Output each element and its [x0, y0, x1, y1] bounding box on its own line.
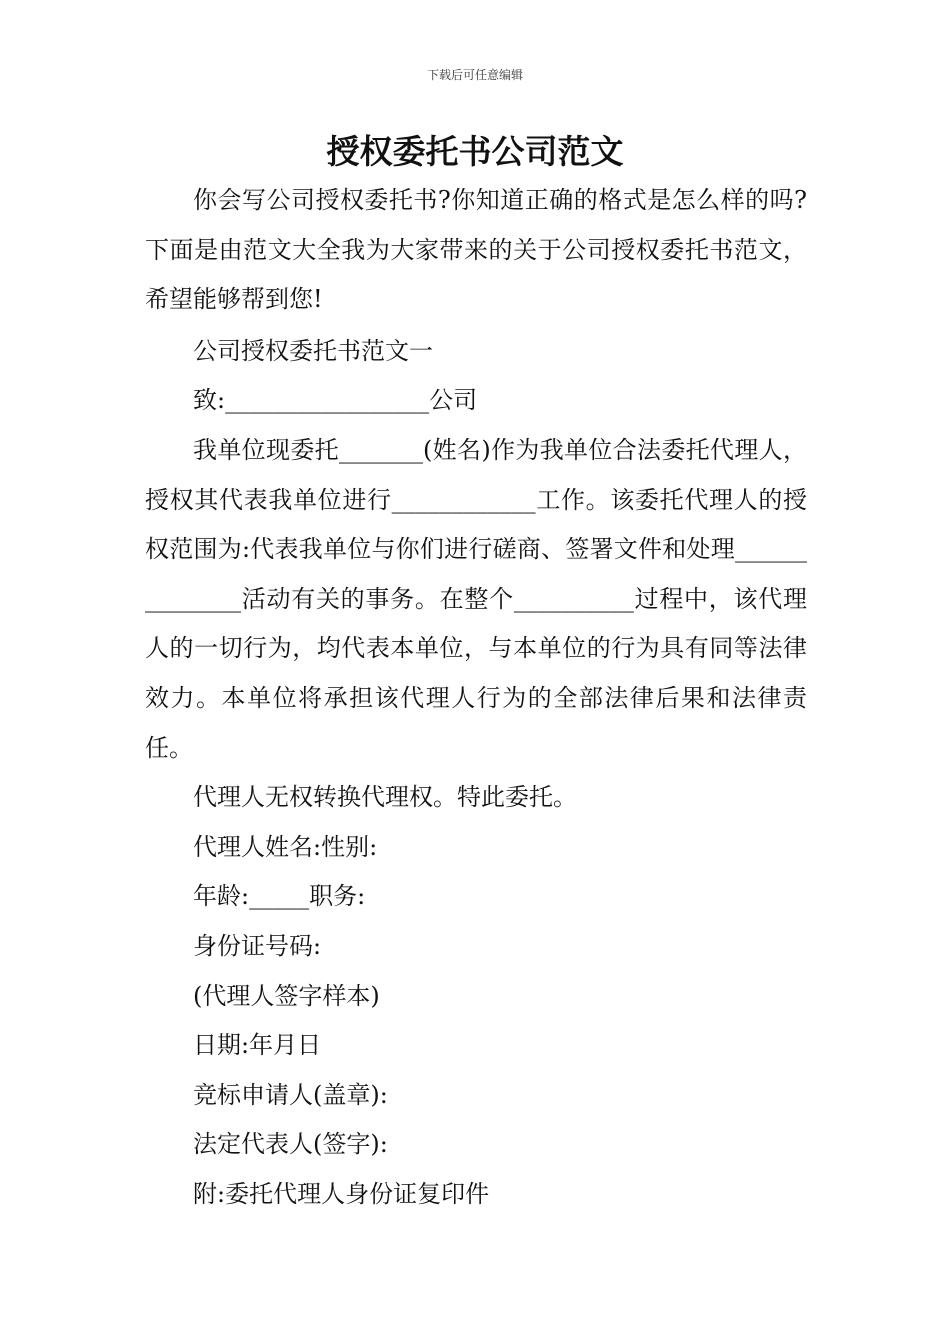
- signature-sample-line: (代理人签字样本): [193, 981, 380, 1010]
- intro-paragraph: 你会写公司授权委托书?你知道正确的格式是怎么样的吗?下面是由范文大全我为大家带来的关于公司授权委托书范文，希望能够帮到您!: [145, 186, 807, 314]
- authorization-paragraph: 我单位现委托_______(姓名)作为我单位合法委托代理人，授权其代表我单位进行____________工作。该委托代理人的授权范围为:代表我单位与你们进行磋商、签署文件和处理______________活动有关的事务。在整个__________过程中，该代理人的一切行为，均代表本单位，与本单位的行为具有同等法律效力。本单位将承担该代理人行为的全部法律后果和法律责任。: [145, 435, 807, 762]
- document-body: [145, 176, 807, 1219]
- attachment-line: 附:委托代理人身份证复印件: [193, 1179, 490, 1208]
- age-position-line: 年龄:_____职务:: [193, 882, 366, 911]
- date-line: 日期:年月日: [193, 1031, 322, 1060]
- delegation-note: 代理人无权转换代理权。特此委托。: [193, 783, 577, 812]
- header-note: 下载后可任意编辑: [426, 68, 523, 82]
- agent-name-gender-line: 代理人姓名:性别:: [193, 832, 378, 861]
- id-number-line: 身份证号码:: [193, 931, 322, 960]
- legal-rep-signature-line: 法定代表人(签字):: [193, 1130, 388, 1159]
- section-heading: 公司授权委托书范文一: [193, 336, 433, 365]
- recipient-line: 致:_________________公司: [193, 386, 478, 415]
- bidder-seal-line: 竞标申请人(盖章):: [193, 1080, 388, 1109]
- document-title: 授权委托书公司范文: [326, 132, 624, 171]
